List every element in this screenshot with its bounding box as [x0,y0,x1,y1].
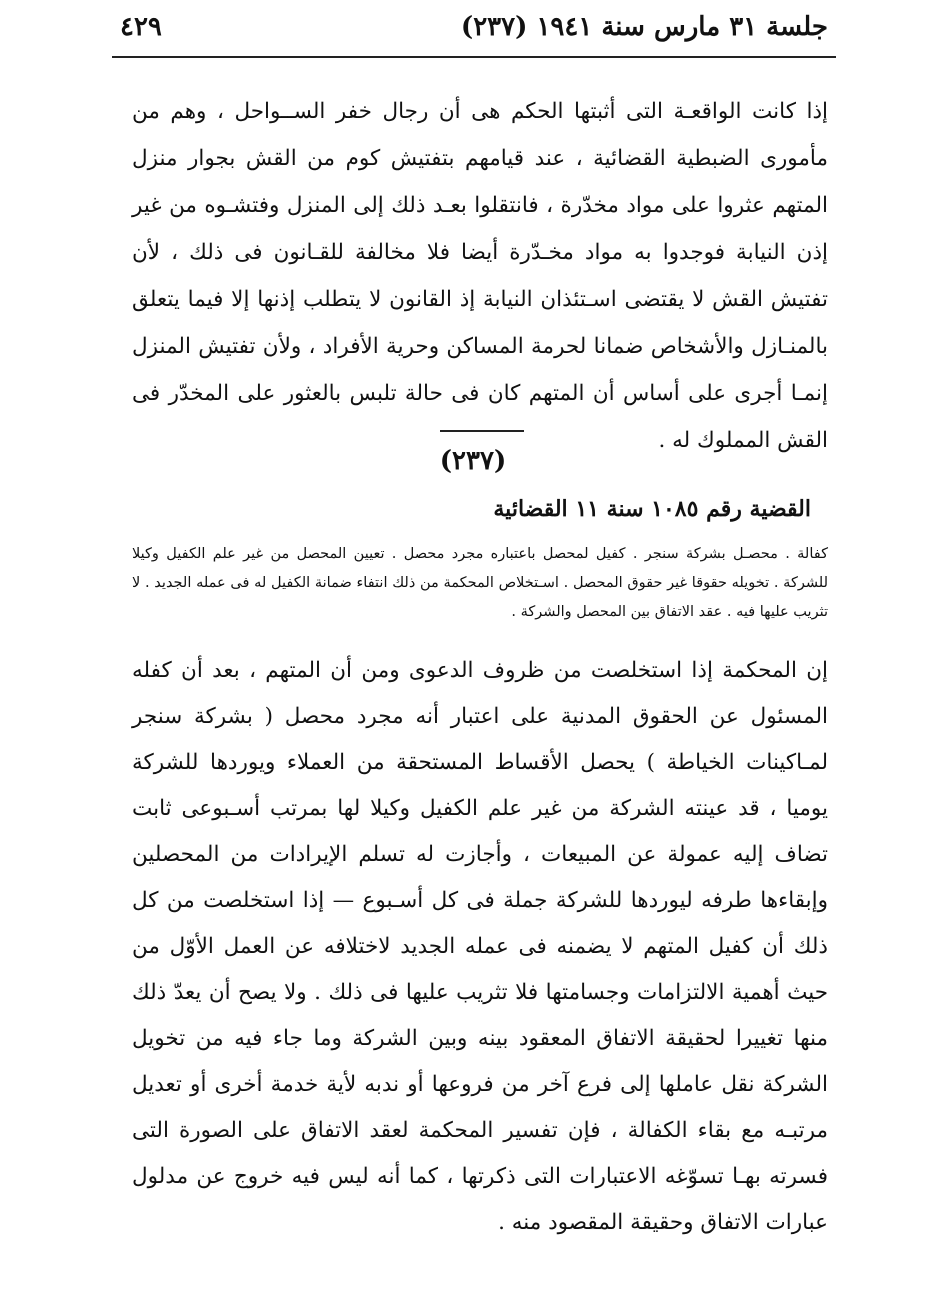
header-divider [112,56,836,58]
header-title: جلسة ٣١ مارس سنة ١٩٤١ (٢٣٧) [460,12,828,42]
section-divider [440,430,524,432]
top-paragraph: إذا كانت الواقعـة التى أثبتها الحكم هى أن رجال خفر الســواحل ، وهم من مأمورى الضبطية القضائية ، عند قيامهم بتفتيش كوم من القش بجوار منزل المتهم عثروا على مواد مخدّرة ، فانتقلوا بعـد ذلك إلى المنزل وفتشـوه من غير إذن النيابة فوجدوا به مواد مخـدّرة أيضا فلا مخالفة للقـانون فى ذلك ، لأن تفتيش القش لا يقتضى اسـتئذان النيابة إذ القانون لا يتطلب إذنها إلا فيما يتعلق بالمنـازل والأشخاص ضمانا لحرمة المساكن وحرية الأفراد ، ولأن تفتيش المنزل إنمـا أجرى على أساس أن المتهم كان فى حالة تلبس بالعثور على المخدّر فى القش المملوك له . [132,99,828,453]
ruling-summary: كفالة . محصـل بشركة سنجر . كفيل لمحصل باعتباره مجرد محصل . تعيين المحصل من غير علم الكفيل وكيلا للشركة . تخويله حقوقا غير حقوق المحصل . اسـتخلاص المحكمة من ذلك انتفاء ضمانة الكفيل له فى عمله الجديد . لا تثريب عليها فيه . عقد الاتفاق بين المحصل والشركة . [132,546,828,620]
running-header [120,8,828,48]
ruling-body-paragraph: إن المحكمة إذا استخلصت من ظروف الدعوى ومن أن المتهم ، بعد أن كفله المسئول عن الحقوق المدنية على اعتبار أنه مجرد محصل ( بشركة سنجر لمـاكينات الخياطة ) يحصل الأقساط المستحقة من العملاء ويوردها للشركة يوميا ، قد عينته الشركة من غير علم الكفيل وكيلا لها بمرتب أسـبوعى ثابت تضاف إليه عمولة عن المبيعات ، وأجازت له تسلم الإيرادات من المحصلين وإبقاءها طرفه ليوردها للشركة جملة فى كل أسـبوع — إذا استخلصت من كل ذلك أن كفيل المتهم لا يضمنه فى عمله الجديد لاختلافه عن العمل الأوّل من حيث أهمية الالتزامات وجسامتها فلا تثريب عليها فى ذلك . ولا يصح أن يعدّ ذلك منها تغييرا لحقيقة الاتفاق المعقود بينه وبين الشركة وما جاء فيه من تخويل الشركة نقل عاملها إلى فرع آخر من فروعها أو ندبه لأية خدمة أخرى أو تعديل مرتبـه مع بقاء الكفالة ، فإن تفسير المحكمة لعقد الاتفاق على الصورة التى فسرته بهـا تسوّغه الاعتبارات التى ذكرتها ، كما أنه ليس فيه خروج عن مدلول عبارات الاتفاق وحقيقة المقصود منه . [132,658,828,1235]
case-number-line: القضية رقم ١٠٨٥ سنة ١١ القضائية [493,496,811,522]
page-number: ٤٢٩ [120,12,162,42]
ruling-number: (٢٣٧) [439,446,507,476]
